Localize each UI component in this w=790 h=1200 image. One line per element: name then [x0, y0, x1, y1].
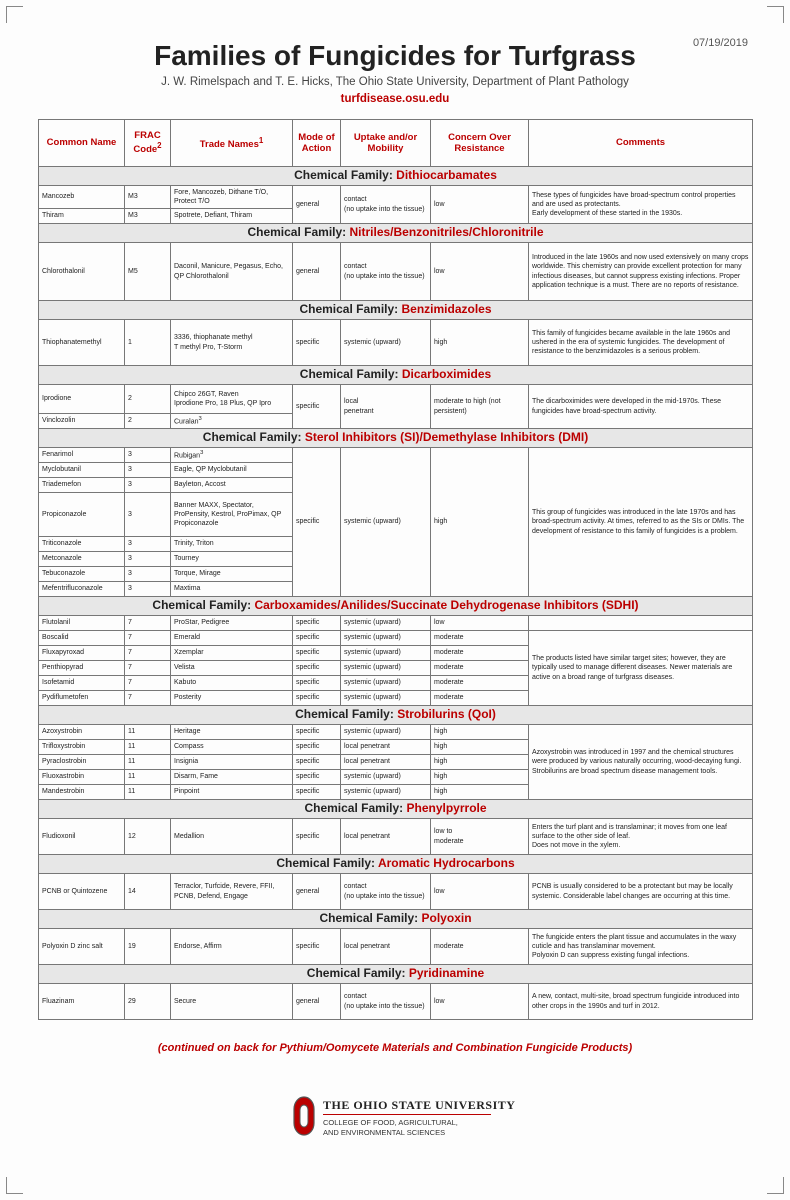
- uptake-cell: local penetrant: [341, 929, 431, 965]
- common-name-cell: Mandestrobin: [39, 785, 125, 800]
- frac-code-cell: 7: [125, 616, 171, 631]
- trade-names-cell: Velista: [171, 661, 293, 676]
- uptake-cell: local penetrant: [341, 819, 431, 855]
- common-name-cell: Mefentrifluconazole: [39, 582, 125, 597]
- trade-names-cell: Eagle, QP Myclobutanil: [171, 463, 293, 478]
- uptake-cell: systemic (upward): [341, 448, 431, 597]
- frac-code-cell: 11: [125, 785, 171, 800]
- table-row: [39, 320, 753, 366]
- college-name: COLLEGE OF FOOD, AGRICULTURAL, AND ENVIRONMENTAL SCIENCES: [323, 1118, 458, 1137]
- frac-code-cell: 7: [125, 661, 171, 676]
- common-name-cell: Fluazinam: [39, 984, 125, 1020]
- comment-cell: This group of fungicides was introduced in the late 1970s and has broad-spectrum activity. At times, referred to as the SIs or DMIs. The development of resistance to this family of fungicides is a problem.: [529, 448, 753, 597]
- common-name-cell: Mancozeb: [39, 186, 125, 209]
- trade-names-cell: Rubigan$^3$: [171, 448, 293, 463]
- family-name: Dithiocarbamates: [396, 168, 497, 183]
- concern-cell: high: [431, 320, 529, 366]
- mode-cell: specific: [293, 785, 341, 800]
- mode-cell: specific: [293, 676, 341, 691]
- concern-cell: low: [431, 874, 529, 910]
- concern-cell: moderate to high (not persistent): [431, 385, 529, 429]
- mode-cell: specific: [293, 755, 341, 770]
- frac-code-cell: 11: [125, 725, 171, 740]
- concern-cell: high: [431, 785, 529, 800]
- university-name: THE OHIO STATE UNIVERSITY: [323, 1098, 516, 1112]
- family-name: Polyoxin: [421, 911, 472, 926]
- trade-names-cell: Xzemplar: [171, 646, 293, 661]
- chemical-family-heading: [39, 910, 753, 929]
- uptake-cell: systemic (upward): [341, 691, 431, 706]
- common-name-cell: Pydiflumetofen: [39, 691, 125, 706]
- mode-cell: general: [293, 874, 341, 910]
- common-name-cell: Tebuconazole: [39, 567, 125, 582]
- mode-cell: specific: [293, 770, 341, 785]
- common-name-cell: Trifloxystrobin: [39, 740, 125, 755]
- concern-cell: high: [431, 770, 529, 785]
- trade-names-cell: Compass: [171, 740, 293, 755]
- trade-names-cell: Bayleton, Accost: [171, 478, 293, 493]
- chemical-family-heading: [39, 855, 753, 874]
- concern-cell: low: [431, 616, 529, 631]
- family-prefix: Chemical Family:: [304, 801, 407, 816]
- concern-cell: moderate: [431, 646, 529, 661]
- table-row: [39, 243, 753, 301]
- uptake-cell: contact (no uptake into the tissue): [341, 874, 431, 910]
- chemical-family-heading: [39, 301, 753, 320]
- chemical-family-heading: [39, 366, 753, 385]
- frac-code-cell: M3: [125, 186, 171, 209]
- trade-names-cell: Pinpoint: [171, 785, 293, 800]
- frac-code-cell: 3: [125, 448, 171, 463]
- common-name-cell: Fluxapyroxad: [39, 646, 125, 661]
- chemical-family-heading: [39, 167, 753, 186]
- common-name-cell: Vinclozolin: [39, 414, 125, 429]
- trade-names-cell: Heritage: [171, 725, 293, 740]
- uptake-cell: contact (no uptake into the tissue): [341, 984, 431, 1020]
- frac-code-cell: 1: [125, 320, 171, 366]
- trade-names-cell: Curalan$^3$: [171, 414, 293, 429]
- mode-cell: specific: [293, 448, 341, 597]
- family-name: Aromatic Hydrocarbons: [377, 856, 515, 871]
- family-prefix: Chemical Family:: [202, 430, 305, 445]
- chemical-family-heading: [39, 800, 753, 819]
- common-name-cell: Fluoxastrobin: [39, 770, 125, 785]
- mode-cell: specific: [293, 740, 341, 755]
- frac-code-cell: 11: [125, 755, 171, 770]
- family-prefix: Chemical Family:: [152, 598, 255, 613]
- frac-code-cell: M3: [125, 209, 171, 224]
- logo-divider: [323, 1114, 491, 1115]
- concern-cell: high: [431, 740, 529, 755]
- common-name-cell: Propiconazole: [39, 493, 125, 537]
- family-name: Phenylpyrrole: [406, 801, 487, 816]
- trade-names-cell: Medallion: [171, 819, 293, 855]
- family-name: Dicarboximides: [401, 367, 492, 382]
- chemical-family-row: [39, 224, 753, 243]
- uptake-cell: local penetrant: [341, 740, 431, 755]
- comment-cell-blank: [529, 616, 753, 631]
- mode-cell: specific: [293, 631, 341, 646]
- frac-code-cell: 3: [125, 552, 171, 567]
- chemical-family-row: [39, 597, 753, 616]
- crop-mark-top-left: [6, 6, 23, 23]
- common-name-cell: Metconazole: [39, 552, 125, 567]
- common-name-cell: Fenarimol: [39, 448, 125, 463]
- concern-cell: low: [431, 186, 529, 224]
- comment-cell: PCNB is usually considered to be a protectant but may be locally systemic. Considerable label changes are occurring at this time.: [529, 874, 753, 910]
- concern-cell: moderate: [431, 676, 529, 691]
- family-name: Benzimidazoles: [401, 302, 492, 317]
- frac-code-cell: 3: [125, 478, 171, 493]
- chemical-family-row: [39, 429, 753, 448]
- concern-cell: moderate: [431, 631, 529, 646]
- family-name: Nitriles/Benzonitriles/Chloronitrile: [349, 225, 544, 240]
- chemical-family-row: [39, 366, 753, 385]
- comment-cell: Azoxystrobin was introduced in 1997 and the chemical structures were produced by various naturally occurring, wood-decaying fungi. Strobilurins are broad spectrum disease management tools.: [529, 725, 753, 800]
- table-row: [39, 186, 753, 209]
- trade-names-cell: Disarm, Fame: [171, 770, 293, 785]
- chemical-family-heading: [39, 224, 753, 243]
- table-row: [39, 385, 753, 414]
- comment-cell: The products listed have similar target sites; however, they are typically used to manage different diseases. Newer materials are active on a broad range of turfgrass diseases.: [529, 631, 753, 706]
- common-name-cell: Azoxystrobin: [39, 725, 125, 740]
- continued-note: (continued on back for Pythium/Oomycete Materials and Combination Fungicide Products): [157, 1042, 633, 1054]
- mode-cell: general: [293, 243, 341, 301]
- header-uptake: Uptake and/or Mobility: [341, 120, 431, 167]
- common-name-cell: Triticonazole: [39, 537, 125, 552]
- comment-cell: Enters the turf plant and is translaminar; it moves from one leaf surface to the other side of leaf. Does not move in the xylem.: [529, 819, 753, 855]
- family-name: Sterol Inhibitors (SI)/Demethylase Inhibitors (DMI): [304, 430, 589, 445]
- chemical-family-row: [39, 910, 753, 929]
- common-name-cell: Pyraclostrobin: [39, 755, 125, 770]
- trade-names-cell: Kabuto: [171, 676, 293, 691]
- osu-logo: [293, 1096, 516, 1144]
- chemical-family-row: [39, 301, 753, 320]
- common-name-cell: Penthiopyrad: [39, 661, 125, 676]
- frac-code-cell: 7: [125, 646, 171, 661]
- family-name: Carboxamides/Anilides/Succinate Dehydrogenase Inhibitors (SDHI): [254, 598, 639, 613]
- frac-code-cell: 7: [125, 631, 171, 646]
- concern-cell: high: [431, 755, 529, 770]
- frac-code-cell: M5: [125, 243, 171, 301]
- trade-names-cell: ProStar, Pedigree: [171, 616, 293, 631]
- chemical-family-row: [39, 167, 753, 186]
- uptake-cell: systemic (upward): [341, 616, 431, 631]
- frac-code-cell: 2: [125, 385, 171, 414]
- mode-cell: specific: [293, 661, 341, 676]
- concern-cell: moderate: [431, 929, 529, 965]
- table-row: [39, 725, 753, 740]
- mode-cell: specific: [293, 646, 341, 661]
- trade-names-cell: Terraclor, Turfcide, Revere, FFII, PCNB, Defend, Engage: [171, 874, 293, 910]
- page-title: Families of Fungicides for Turfgrass: [154, 40, 636, 71]
- header-comments: Comments: [529, 120, 753, 167]
- header-trade-names: Trade Names$^1$: [171, 120, 293, 167]
- family-prefix: Chemical Family:: [295, 707, 398, 722]
- common-name-cell: Myclobutanil: [39, 463, 125, 478]
- frac-code-cell: 3: [125, 463, 171, 478]
- document-date: 07/19/2019: [692, 37, 748, 49]
- frac-code-cell: 11: [125, 740, 171, 755]
- header-mode-of-action: Mode of Action: [293, 120, 341, 167]
- mode-cell: specific: [293, 725, 341, 740]
- concern-cell: low: [431, 984, 529, 1020]
- mode-cell: specific: [293, 616, 341, 631]
- family-prefix: Chemical Family:: [276, 856, 378, 871]
- authors-line: J. W. Rimelspach and T. E. Hicks, The Ohio State University, Department of Plant Pathology: [161, 76, 629, 88]
- header-common-name: Common Name: [39, 120, 125, 167]
- frac-code-cell: 3: [125, 493, 171, 537]
- block-o-icon: [293, 1096, 315, 1136]
- common-name-cell: Isofetamid: [39, 676, 125, 691]
- frac-code-cell: 7: [125, 676, 171, 691]
- family-prefix: Chemical Family:: [319, 911, 422, 926]
- chemical-family-heading: [39, 706, 753, 725]
- mode-cell: general: [293, 984, 341, 1020]
- uptake-cell: contact (no uptake into the tissue): [341, 243, 431, 301]
- common-name-cell: Chlorothalonil: [39, 243, 125, 301]
- frac-code-cell: 11: [125, 770, 171, 785]
- mode-cell: general: [293, 186, 341, 224]
- chemical-family-heading: [39, 597, 753, 616]
- family-prefix: Chemical Family:: [299, 302, 402, 317]
- trade-names-cell: Emerald: [171, 631, 293, 646]
- concern-cell: moderate: [431, 661, 529, 676]
- mode-cell: specific: [293, 819, 341, 855]
- chemical-family-heading: [39, 429, 753, 448]
- table-row: [39, 984, 753, 1020]
- trade-names-cell: Insignia: [171, 755, 293, 770]
- comment-cell: These types of fungicides have broad-spectrum control properties and are used as protectants. Early development of these started in the 1930s.: [529, 186, 753, 224]
- chemical-family-row: [39, 706, 753, 725]
- common-name-cell: PCNB or Quintozene: [39, 874, 125, 910]
- uptake-cell: contact (no uptake into the tissue): [341, 186, 431, 224]
- chemical-family-row: [39, 965, 753, 984]
- uptake-cell: systemic (upward): [341, 661, 431, 676]
- crop-mark-bottom-left: [6, 1177, 23, 1194]
- uptake-cell: systemic (upward): [341, 320, 431, 366]
- table-row: [39, 448, 753, 463]
- comment-cell: The dicarboximides were developed in the mid-1970s. These fungicides have broad-spectrum activity.: [529, 385, 753, 429]
- concern-cell: moderate: [431, 691, 529, 706]
- frac-code-cell: 19: [125, 929, 171, 965]
- comment-cell: The fungicide enters the plant tissue and accumulates in the waxy cuticle and has translaminar movement. Polyoxin D can suppress existing fungal infections.: [529, 929, 753, 965]
- frac-code-cell: 3: [125, 582, 171, 597]
- concern-cell: low: [431, 243, 529, 301]
- trade-names-cell: Tourney: [171, 552, 293, 567]
- chemical-family-row: [39, 855, 753, 874]
- uptake-cell: local penetrant: [341, 385, 431, 429]
- comment-cell: A new, contact, multi-site, broad spectrum fungicide introduced into other crops in the 1990s and turf in 2012.: [529, 984, 753, 1020]
- header-concern: Concern Over Resistance: [431, 120, 529, 167]
- trade-names-cell: Endorse, Affirm: [171, 929, 293, 965]
- crop-mark-bottom-right: [767, 1177, 784, 1194]
- table-row: [39, 819, 753, 855]
- mode-cell: specific: [293, 385, 341, 429]
- mode-cell: specific: [293, 320, 341, 366]
- uptake-cell: systemic (upward): [341, 770, 431, 785]
- comment-cell: Introduced in the late 1960s and now used extensively on many crops worldwide. This chemistry can provide excellent protection for many infectious diseases, but cannot suppress existing infections. Proper application technique is a must. There are no reports of resistance.: [529, 243, 753, 301]
- trade-names-cell: Torque, Mirage: [171, 567, 293, 582]
- uptake-cell: systemic (upward): [341, 725, 431, 740]
- trade-names-cell: Fore, Mancozeb, Dithane T/O, Protect T/O: [171, 186, 293, 209]
- header-frac-code: FRAC Code$^2$: [125, 120, 171, 167]
- common-name-cell: Thiophanatemethyl: [39, 320, 125, 366]
- table-row: [39, 874, 753, 910]
- frac-code-cell: 12: [125, 819, 171, 855]
- family-prefix: Chemical Family:: [247, 225, 350, 240]
- trade-names-cell: 3336, thiophanate methyl T methyl Pro, T-Storm: [171, 320, 293, 366]
- trade-names-cell: Spotrete, Defiant, Thiram: [171, 209, 293, 224]
- frac-code-cell: 2: [125, 414, 171, 429]
- family-prefix: Chemical Family:: [306, 966, 409, 981]
- website-link[interactable]: turfdisease.osu.edu: [340, 93, 450, 105]
- trade-names-cell: Daconil, Manicure, Pegasus, Echo, QP Chlorothalonil: [171, 243, 293, 301]
- frac-code-cell: 7: [125, 691, 171, 706]
- mode-cell: specific: [293, 929, 341, 965]
- family-name: Strobilurins (QoI): [397, 707, 496, 722]
- uptake-cell: systemic (upward): [341, 785, 431, 800]
- crop-mark-top-right: [767, 6, 784, 23]
- common-name-cell: Iprodione: [39, 385, 125, 414]
- trade-names-cell: Trinity, Triton: [171, 537, 293, 552]
- mode-cell: specific: [293, 691, 341, 706]
- frac-code-cell: 3: [125, 567, 171, 582]
- fungicide-table: [38, 119, 753, 1020]
- concern-cell: low to moderate: [431, 819, 529, 855]
- common-name-cell: Flutolanil: [39, 616, 125, 631]
- trade-names-cell: Secure: [171, 984, 293, 1020]
- family-prefix: Chemical Family:: [299, 367, 402, 382]
- trade-names-cell: Maxtima: [171, 582, 293, 597]
- family-prefix: Chemical Family:: [294, 168, 397, 183]
- comment-cell: This family of fungicides became available in the late 1960s and ushered in the era of systemic fungicides. The development of resistance to the benzimidazoles is a serious problem.: [529, 320, 753, 366]
- trade-names-cell: Banner MAXX, Spectator, ProPensity, Kestrol, ProPimax, QP Propiconazole: [171, 493, 293, 537]
- table-row: [39, 631, 753, 646]
- table-row: [39, 929, 753, 965]
- chemical-family-heading: [39, 965, 753, 984]
- frac-code-cell: 29: [125, 984, 171, 1020]
- uptake-cell: local penetrant: [341, 755, 431, 770]
- concern-cell: high: [431, 448, 529, 597]
- chemical-family-row: [39, 800, 753, 819]
- uptake-cell: systemic (upward): [341, 676, 431, 691]
- frac-code-cell: 14: [125, 874, 171, 910]
- table-row: [39, 616, 753, 631]
- family-name: Pyridinamine: [408, 966, 485, 981]
- concern-cell: high: [431, 725, 529, 740]
- trade-names-cell: Posterity: [171, 691, 293, 706]
- common-name-cell: Fludioxonil: [39, 819, 125, 855]
- common-name-cell: Triademefon: [39, 478, 125, 493]
- trade-names-cell: Chipco 26GT, Raven Iprodione Pro, 18 Plus, QP Ipro: [171, 385, 293, 414]
- frac-code-cell: 3: [125, 537, 171, 552]
- uptake-cell: systemic (upward): [341, 631, 431, 646]
- table-header-row: [39, 120, 753, 167]
- uptake-cell: systemic (upward): [341, 646, 431, 661]
- common-name-cell: Polyoxin D zinc salt: [39, 929, 125, 965]
- common-name-cell: Thiram: [39, 209, 125, 224]
- common-name-cell: Boscalid: [39, 631, 125, 646]
